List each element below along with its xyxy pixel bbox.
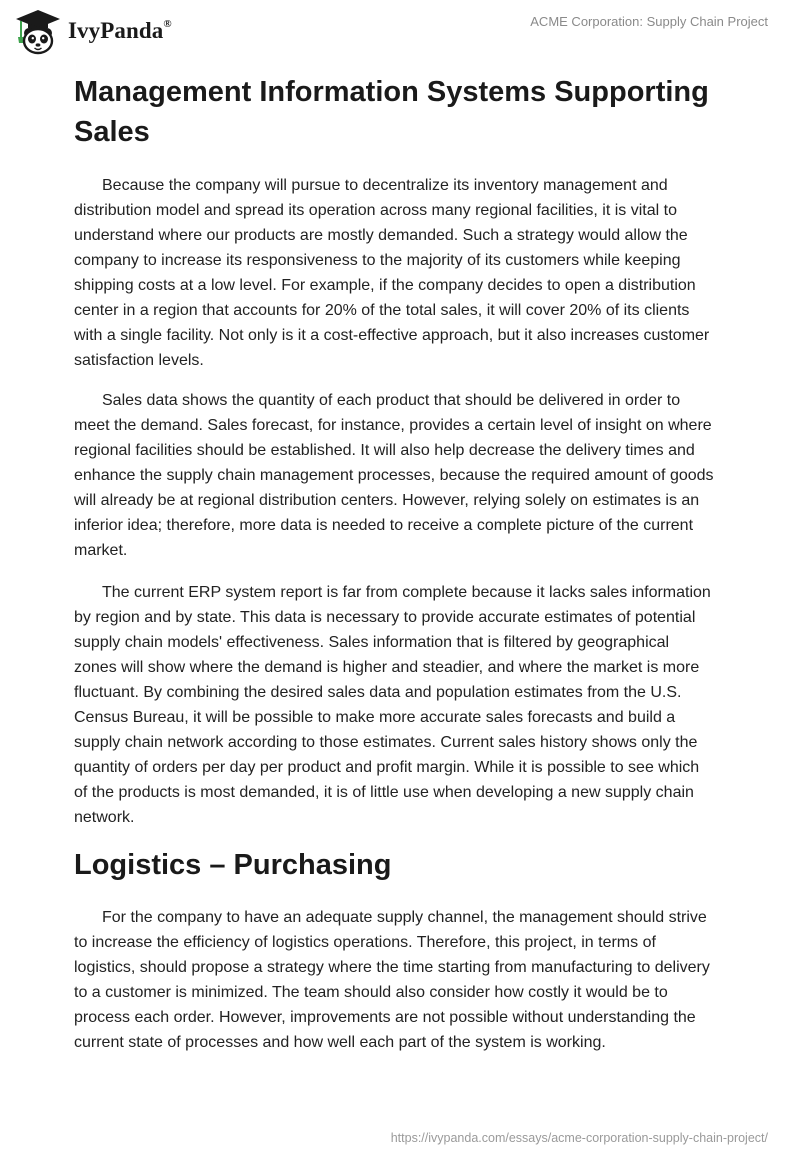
paragraph: The current ERP system report is far from complete because it lacks sales information by region and by state. This data is necessary to provide accurate estimates of potential supply chain models' effectiveness. Sales information that is filtered by geographical zones will show where the demand is higher and steadier, and where the market is more fluctuant. By combining the desired sales data and population estimates from the U.S. Census Bureau, it will be possible to make more accurate sales forecasts and build a supply chain network according to those estimates. Current sales history shows only the quantity of orders per day per product and profit margin. While it is possible to see which of the products is most demanded, it is of little use when developing a new supply chain network. <box>74 584 711 826</box>
ivypanda-logo[interactable] <box>14 6 172 56</box>
paragraph: For the company to have an adequate supply channel, the management should strive to increase the efficiency of logistics operations. Therefore, this project, in terms of logistics, should propose a strategy where the time starting from manufacturing to delivery to a customer is minimized. The team should also consider how costly it would be to process each order. However, improvements are not possible without understanding the current state of processes and how well each part of the system is working. <box>74 909 710 1051</box>
section-heading-logistics: Logistics – Purchasing <box>74 849 392 881</box>
registered-mark: ® <box>163 18 172 31</box>
paragraph: Sales data shows the quantity of each product that should be delivered in order to meet the demand. Sales forecast, for instance, provides a certain level of insight on where regional facilities should be established. It will also help decrease the delivery times and enhance the supply chain management processes, because the required amount of goods will already be at regional distribution centers. However, relying solely on estimates is an inferior idea; therefore, more data is needed to receive a complete picture of the current market. <box>74 392 714 559</box>
brand-name: IvyPanda® <box>68 18 172 43</box>
source-url-link[interactable]: https://ivypanda.com/essays/acme-corporation-supply-chain-project/ <box>390 1131 768 1145</box>
section-heading-mis: Management Information Systems Supporting Sales <box>74 76 709 148</box>
panda-graduate-icon <box>14 7 62 55</box>
paragraph: Because the company will pursue to decentralize its inventory management and distribution model and spread its operation across many regional facilities, it is vital to understand where our products are mostly demanded. Such a strategy would allow the company to increase its responsiveness to the majority of its customers while keeping shipping costs at a low level. For example, if the company decides to open a distribution center in a region that accounts for 20% of the total sales, it will cover 20% of its clients with a single facility. Not only is it a cost-effective approach, but it also increases customer satisfaction levels. <box>74 177 710 369</box>
document-title-header: ACME Corporation: Supply Chain Project <box>530 14 768 29</box>
